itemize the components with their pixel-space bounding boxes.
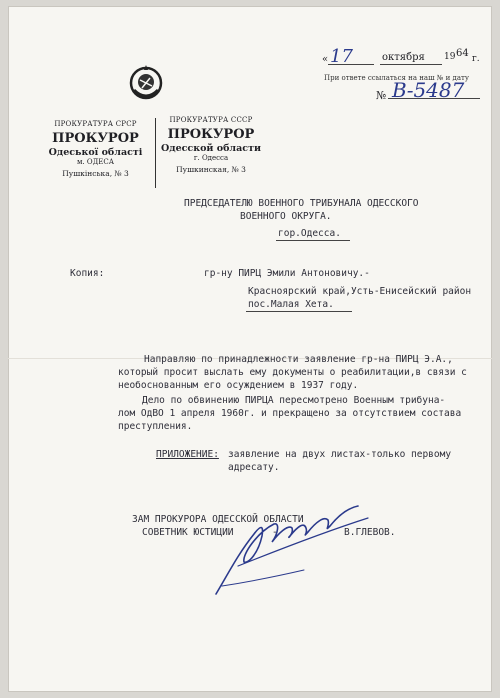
reference-number	[376, 78, 465, 103]
number-sign: №	[376, 89, 387, 102]
reference-note: При ответе ссылаться на наш № и дату	[324, 74, 470, 82]
prosecutor-title: ПРОКУРОР	[167, 127, 255, 142]
body-paragraph-1-line-1: Направляю по принадлежности заявление гр-на ПИРЦ Э.А.,	[144, 354, 453, 365]
date-open-quote: «	[322, 54, 329, 65]
handwritten-signature	[208, 494, 378, 604]
date-month: октября	[382, 52, 425, 63]
addressee-line-1: ПРЕДСЕДАТЕЛЮ ВОЕННОГО ТРИБУНАЛА ОДЕССКОГО	[184, 198, 419, 209]
region-name: Одесской области	[160, 143, 261, 154]
date-year-prefix: 19	[444, 52, 456, 62]
ussr-emblem-icon	[126, 62, 166, 102]
document-page	[8, 6, 492, 692]
body-paragraph-1-line-3: необоснованным его осуждением в 1937 году.	[118, 380, 359, 391]
city-name: м. ОДЕСА	[76, 158, 115, 166]
org-name: ПРОКУРАТУРА СРСР	[54, 120, 137, 128]
document-date	[322, 48, 482, 68]
attachment-line-2: адресату.	[228, 462, 280, 473]
addressee-city-underline	[276, 240, 350, 241]
attachment-line-1: заявление на двух листах-только первому	[228, 449, 452, 460]
region-name: Одеської області	[48, 147, 143, 158]
body-paragraph-2-line-1: Дело по обвинению ПИРЦА пересмотрено Военным трибуна-	[142, 395, 446, 406]
prosecutor-title: ПРОКУРОР	[52, 131, 139, 146]
date-month-underline	[380, 64, 442, 65]
body-paragraph-2-line-2: лом ОдВО 1 апреля 1960г. и прекращено за отсутствием состава	[118, 408, 462, 419]
number-value: В-5487	[392, 78, 465, 102]
signatory-name: В.ГЛЕВОВ.	[344, 527, 396, 538]
date-day-underline	[328, 64, 374, 65]
copy-address-underline	[246, 311, 352, 312]
date-year-mark: г.	[472, 54, 480, 64]
letterhead-russian	[156, 116, 266, 174]
attachment-label: ПРИЛОЖЕНИЕ:	[156, 449, 219, 460]
body-paragraph-2-line-3: преступления.	[118, 421, 193, 432]
letterhead-ukrainian	[38, 120, 153, 178]
signatory-title-line-1: ЗАМ ПРОКУРОРА ОДЕССКОЙ ОБЛАСТИ	[132, 514, 304, 525]
city-name: г. Одесса	[193, 154, 229, 162]
addressee-city: гор.Одесса.	[278, 228, 341, 239]
street-address: Пушкинская, № 3	[176, 165, 246, 174]
copy-address-line-1: Красноярский край,Усть-Енисейский район	[248, 286, 472, 297]
date-year-suffix: 64	[456, 48, 469, 59]
body-paragraph-1-line-2: который просит выслать ему документы о реабилитации,в связи с	[118, 367, 467, 378]
number-underline	[388, 98, 480, 99]
signatory-title-line-2: СОВЕТНИК ЮСТИЦИИ	[142, 527, 234, 538]
copy-label: Копия:	[70, 268, 105, 279]
org-name: ПРОКУРАТУРА СССР	[169, 116, 253, 124]
street-address: Пушкінська, № 3	[62, 169, 129, 178]
date-day: 17	[330, 46, 353, 67]
copy-recipient-name: гр-ну ПИРЦ Эмили Антоновичу.-	[204, 268, 370, 279]
copy-address-line-2: пос.Малая Хета.	[248, 299, 334, 310]
addressee-line-2: ВОЕННОГО ОКРУГА.	[240, 211, 332, 222]
signatory-dash: -	[272, 527, 278, 538]
